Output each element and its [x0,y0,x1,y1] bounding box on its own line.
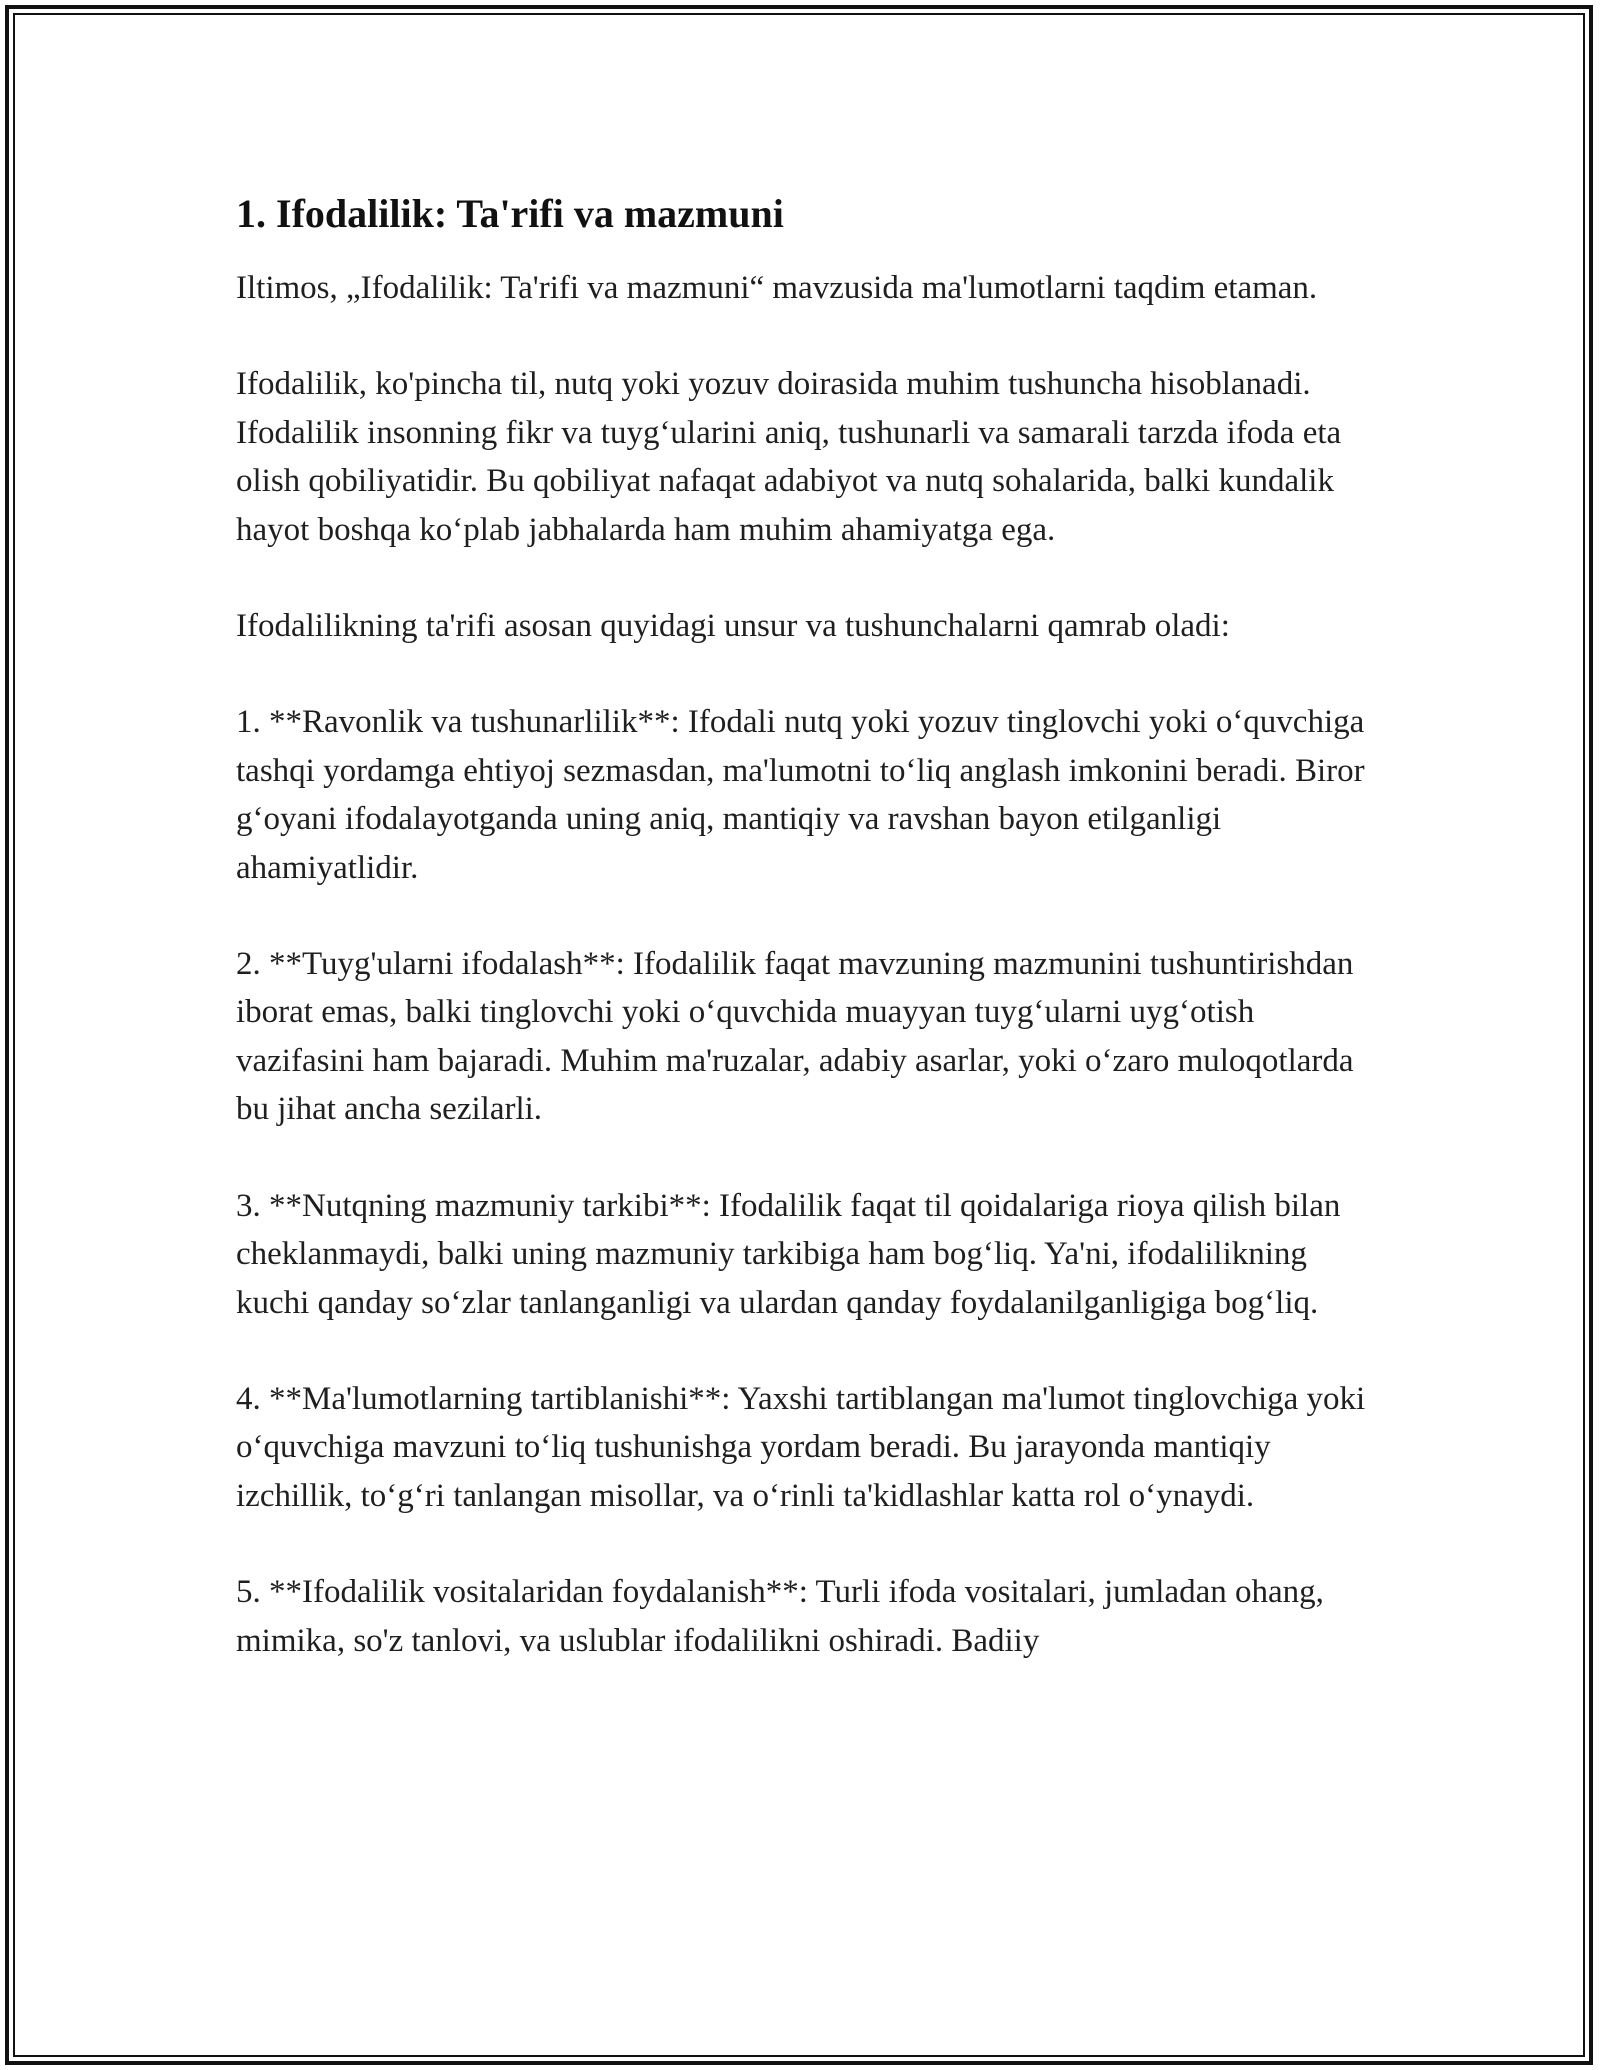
list-item-4: 4. **Ma'lumotlarning tartiblanishi**: Yaxshi tartiblangan ma'lumot tinglovchiga yoki oʻquvchiga mavzuni toʻliq tushunishga yordam beradi. Bu jarayonda mantiqiy izchillik, toʻgʻri tanlangan misollar, va oʻrinli ta'kidlashlar katta rol oʻynaydi. [236,1380,1366,1514]
list-item-5: 5. **Ifodalilik vositalaridan foydalanish**: Turli ifoda vositalari, jumladan ohang, mimika, so'z tanlovi, va uslublar ifodalilikni oshiradi. Badiiy [236,1574,1324,1659]
list-item-3: 3. **Nutqning mazmuniy tarkibi**: Ifodalilik faqat til qoidalariga rioya qilish bilan cheklanmaydi, balki uning mazmuniy tarkibiga ham bogʻliq. Ya'ni, ifodalilikning kuchi qanday soʻzlar tanlanganligi va ulardan qanday foydalanilganligiga bogʻliq. [236,1187,1341,1321]
document-title: 1. Ifodalilik: Ta'rifi va mazmuni [236,191,784,236]
elements-intro-paragraph: Ifodalilikning ta'rifi asosan quyidagi unsur va tushunchalarni qamrab oladi: [236,608,1230,645]
definition-paragraph: Ifodalilik, ko'pincha til, nutq yoki yozuv doirasida muhim tushuncha hisoblanadi. Ifodalilik insonning fikr va tuygʻularini aniq, tushunarli va samarali tarzda ifoda eta olish qobiliyatidir. Bu qobiliyat nafaqat adabiyot va nutq sohalarida, balki kundalik hayot boshqa koʻplab jabhalarda ham muhim ahamiyatga ega. [236,366,1342,548]
intro-paragraph: Iltimos, „Ifodalilik: Ta'rifi va mazmuni“ mavzusida ma'lumotlarni taqdim etaman. [236,270,1318,306]
list-item-2: 2. **Tuyg'ularni ifodalash**: Ifodalilik faqat mavzuning mazmunini tushuntirishdan iborat emas, balki tinglovchi yoki oʻquvchida muayyan tuygʻularni uygʻotish vazifasini ham bajaradi. Muhim ma'ruzalar, adabiy asarlar, yoki oʻzaro muloqotlarda bu jihat ancha sezilarli. [236,946,1354,1128]
document-body [236,186,1366,1665]
list-item-1: 1. **Ravonlik va tushunarlilik**: Ifodali nutq yoki yozuv tinglovchi yoki oʻquvchiga tashqi yordamga ehtiyoj sezmasdan, ma'lumotni toʻliq anglash imkonini beradi. Biror gʻoyani ifodalayotganda uning aniq, mantiqiy va ravshan bayon etilganligi ahamiyatlidir. [236,704,1365,886]
